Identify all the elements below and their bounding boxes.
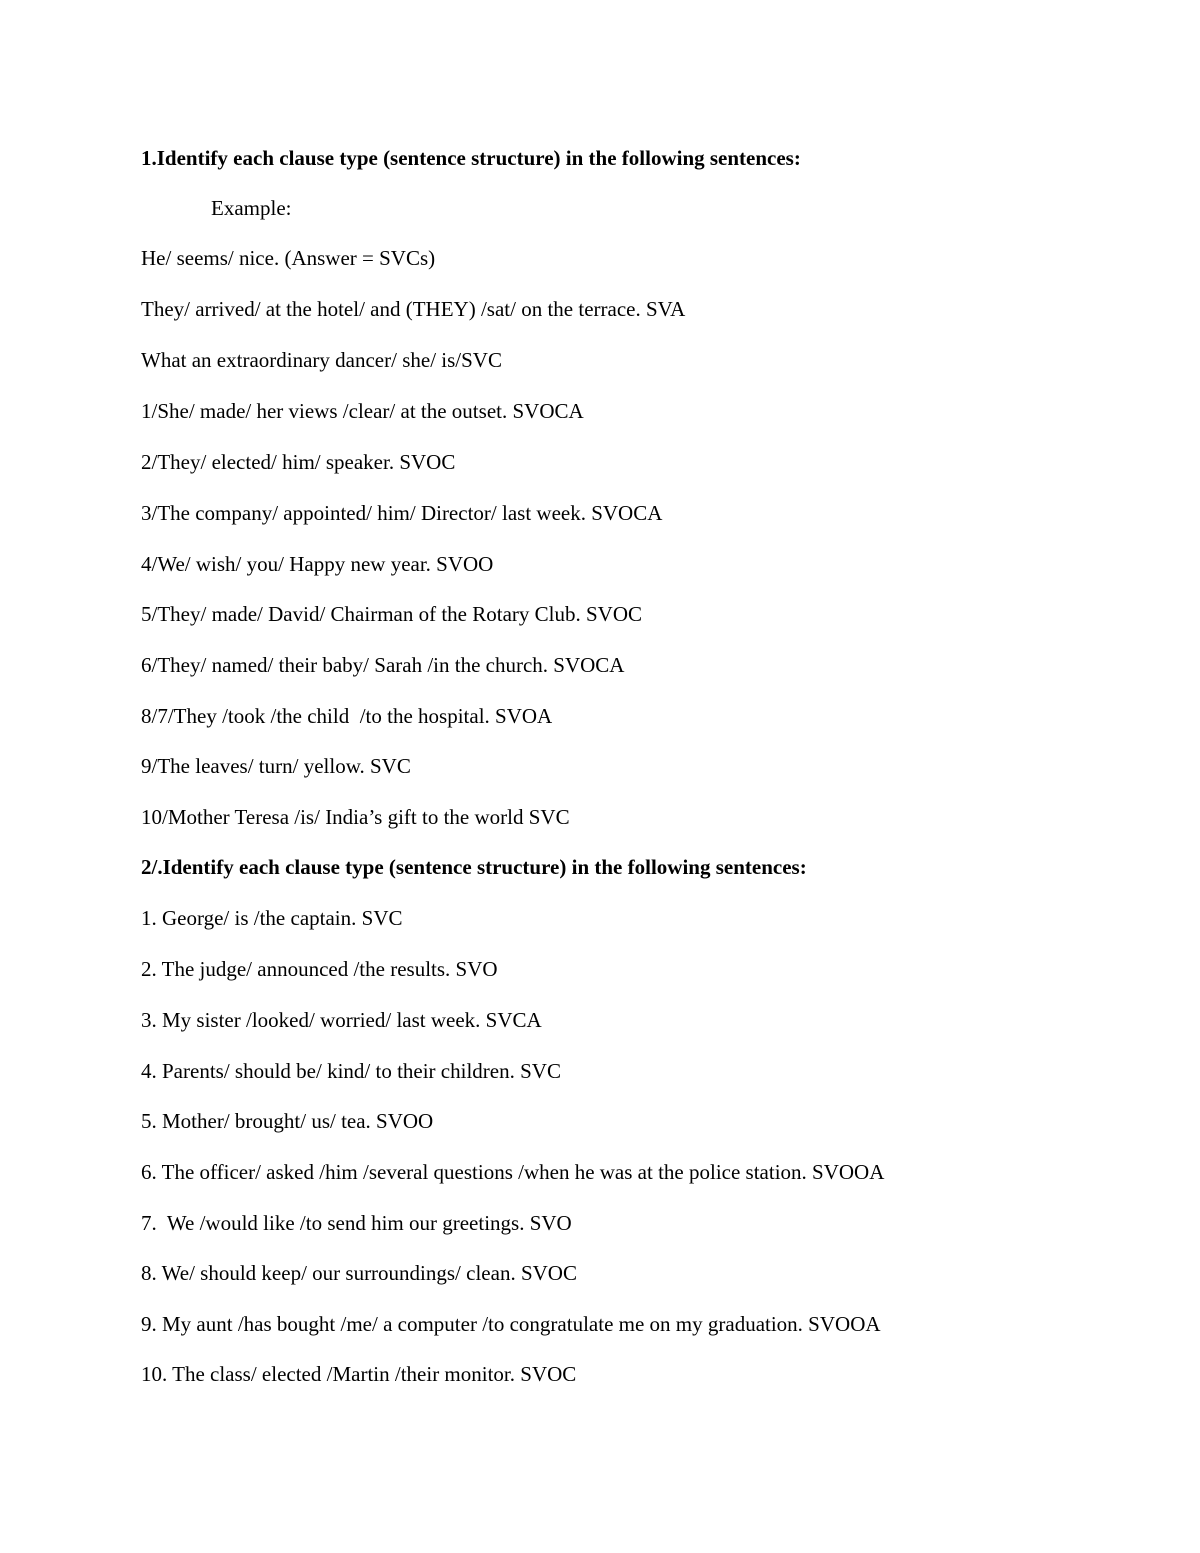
exercise-item: 6/They/ named/ their baby/ Sarah /in the church. SVOCA: [141, 653, 625, 677]
exercise-item: 7. We /would like /to send him our greetings. SVO: [141, 1211, 572, 1235]
section1-heading: 1.Identify each clause type (sentence structure) in the following sentences:: [141, 146, 801, 170]
example-line: What an extraordinary dancer/ she/ is/SVC: [141, 348, 502, 372]
exercise-item: 6. The officer/ asked /him /several questions /when he was at the police station. SVOOA: [141, 1160, 885, 1184]
exercise-item: 5/They/ made/ David/ Chairman of the Rotary Club. SVOC: [141, 602, 643, 626]
exercise-item: 4/We/ wish/ you/ Happy new year. SVOO: [141, 552, 494, 576]
exercise-item: 5. Mother/ brought/ us/ tea. SVOO: [141, 1109, 434, 1133]
exercise-item: 2/They/ elected/ him/ speaker. SVOC: [141, 450, 456, 474]
example-line: He/ seems/ nice. (Answer = SVCs): [141, 246, 436, 270]
exercise-item: 8/7/They /took /the child /to the hospital. SVOA: [141, 704, 553, 728]
exercise-item: 10. The class/ elected /Martin /their monitor. SVOC: [141, 1362, 577, 1386]
exercise-item: 10/Mother Teresa /is/ India’s gift to the world SVC: [141, 805, 570, 829]
exercise-item: 1. George/ is /the captain. SVC: [141, 906, 403, 930]
exercise-item: 8. We/ should keep/ our surroundings/ clean. SVOC: [141, 1261, 577, 1285]
exercise-item: 9/The leaves/ turn/ yellow. SVC: [141, 754, 411, 778]
example-label: Example:: [211, 196, 292, 220]
exercise-item: 4. Parents/ should be/ kind/ to their children. SVC: [141, 1059, 561, 1083]
exercise-item: 2. The judge/ announced /the results. SVO: [141, 957, 498, 981]
exercise-item: 3. My sister /looked/ worried/ last week. SVCA: [141, 1008, 542, 1032]
section2-heading: 2/.Identify each clause type (sentence structure) in the following sentences:: [141, 855, 807, 879]
example-line: They/ arrived/ at the hotel/ and (THEY) /sat/ on the terrace. SVA: [141, 297, 686, 321]
exercise-item: 3/The company/ appointed/ him/ Director/ last week. SVOCA: [141, 501, 663, 525]
exercise-item: 9. My aunt /has bought /me/ a computer /to congratulate me on my graduation. SVOOA: [141, 1312, 881, 1336]
exercise-item: 1/She/ made/ her views /clear/ at the outset. SVOCA: [141, 399, 584, 423]
